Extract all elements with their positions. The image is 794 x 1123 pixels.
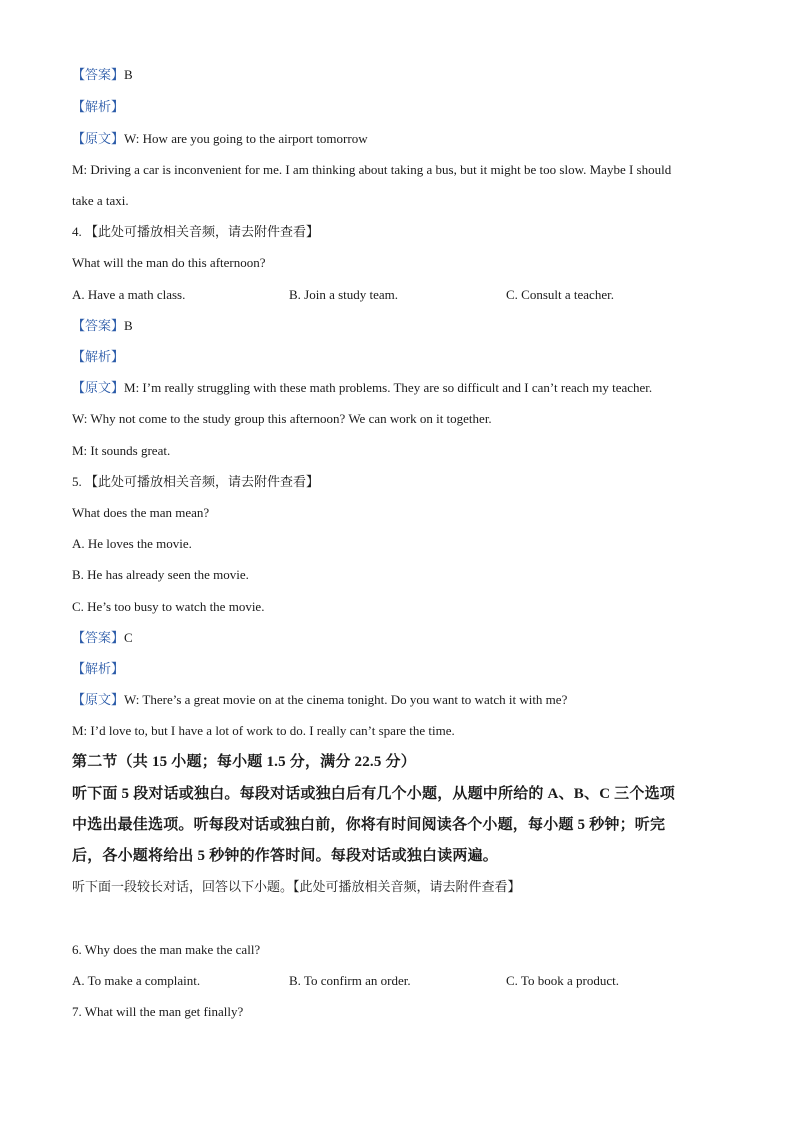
q5-answer-line (72, 629, 133, 647)
section2-listen-note: 听下面一段较长对话，回答以下小题。【此处可播放相关音频，请去附件查看】 (72, 879, 521, 894)
q3-analysis-tag: 【解析】 (72, 99, 125, 114)
q4-answer-line (72, 317, 133, 335)
q5-original-m: M: I’d love to, but I have a lot of work to do. I really can’t spare the time. (72, 723, 455, 738)
section2-instruction-3: 后，各小题将给出 5 秒钟的作答时间。每段对话或独白读两遍。 (72, 848, 499, 864)
q4-option-b: B. Join a study team. (289, 287, 399, 302)
q6-option-c: C. To book a product. (506, 973, 619, 988)
answer-tag: 【答案】 (72, 318, 125, 333)
q5-analysis-tag: 【解析】 (72, 661, 125, 676)
q3-original-w: W: How are you going to the airport tomorrow (124, 131, 368, 146)
q5-answer: C (124, 630, 133, 645)
q5-original-w: W: There’s a great movie on at the cinema tonight. Do you want to watch it with me? (124, 692, 568, 707)
original-tag: 【原文】 (72, 380, 125, 395)
section2-instruction-2: 中选出最佳选项。听每段对话或独白前，你将有时间阅读各个小题，每小题 5 秒钟；听完 (72, 817, 666, 833)
q4-option-c: C. Consult a teacher. (506, 287, 614, 302)
q5-question: What does the man mean? (72, 505, 210, 520)
q3-original-line (72, 130, 368, 148)
original-tag: 【原文】 (72, 131, 125, 146)
q3-answer: B (124, 67, 133, 82)
q4-original-m: M: I’m really struggling with these math problems. They are so difficult and I can’t reach my teacher. (124, 380, 653, 395)
q4-analysis-tag: 【解析】 (72, 349, 125, 364)
answer-tag: 【答案】 (72, 630, 125, 645)
q3-original-m2: take a taxi. (72, 193, 129, 208)
q4-answer: B (124, 318, 133, 333)
q5-original-line (72, 691, 567, 709)
q7-question: 7. What will the man get finally? (72, 1004, 244, 1019)
q4-original-m2: M: It sounds great. (72, 443, 171, 458)
q5-header: 5. 【此处可播放相关音频，请去附件查看】 (72, 474, 320, 489)
q5-option-c: C. He’s too busy to watch the movie. (72, 599, 265, 614)
q5-option-a: A. He loves the movie. (72, 536, 192, 551)
q4-header: 4. 【此处可播放相关音频，请去附件查看】 (72, 224, 320, 239)
q4-question: What will the man do this afternoon? (72, 255, 266, 270)
q5-option-b: B. He has already seen the movie. (72, 567, 249, 582)
original-tag: 【原文】 (72, 692, 125, 707)
q3-answer-line (72, 66, 133, 84)
q4-option-a: A. Have a math class. (72, 287, 186, 302)
q3-original-m1: M: Driving a car is inconvenient for me. I am thinking about taking a bus, but it might be too slow. Maybe I should (72, 162, 672, 177)
q6-option-b: B. To confirm an order. (289, 973, 411, 988)
q6-option-a: A. To make a complaint. (72, 973, 201, 988)
q4-original-w: W: Why not come to the study group this afternoon? We can work on it together. (72, 411, 492, 426)
section2-title: 第二节（共 15 小题；每小题 1.5 分，满分 22.5 分） (72, 754, 416, 770)
q6-question: 6. Why does the man make the call? (72, 942, 261, 957)
section2-instruction-1: 听下面 5 段对话或独白。每段对话或独白后有几个小题，从题中所给的 A、B、C 三个选项 (72, 786, 675, 802)
q4-original-line (72, 379, 652, 397)
answer-tag: 【答案】 (72, 67, 125, 82)
